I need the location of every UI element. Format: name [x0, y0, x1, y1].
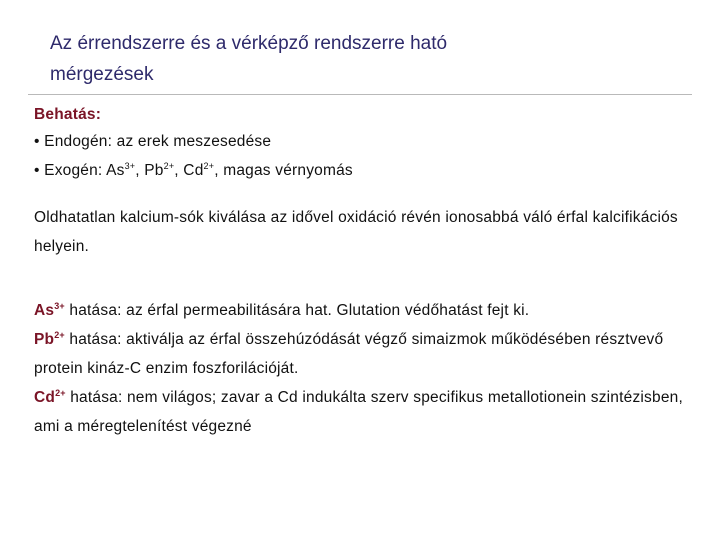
effect-charge-as: 3+ — [54, 300, 65, 311]
bullet-marker: • — [34, 133, 40, 150]
effect-cd — [34, 383, 684, 441]
effect-text-cd: hatása: nem világos; zavar a Cd indukálta szerv specifikus metallotionein szintézisben, ami a méregtelenítést végezné — [34, 389, 683, 435]
exogen-sep-1: , Pb — [135, 162, 164, 179]
exogen-sep-2: , Cd — [174, 162, 204, 179]
bullet-marker: • — [34, 162, 40, 179]
bullet-exogen — [34, 162, 353, 180]
effect-text-as: hatása: az érfal permeabilitására hat. Glutation védőhatást fejt ki. — [64, 302, 530, 319]
effect-element-cd: Cd — [34, 389, 56, 406]
behatas-heading: Behatás: — [34, 106, 102, 123]
calcification-paragraph: Oldhatatlan kalcium-sók kiválása az idővel oxidáció révén ionosabbá váló érfal kalcifikációs helyein. — [34, 209, 678, 255]
effect-as — [34, 296, 684, 325]
endogen-text: Endogén: az erek meszesedése — [44, 133, 272, 150]
effects-section — [34, 296, 684, 441]
cd-charge: 2+ — [203, 160, 215, 171]
pb-charge: 2+ — [163, 160, 175, 171]
effect-element-as: As — [34, 302, 55, 319]
effect-element-pb: Pb — [34, 331, 55, 348]
exogen-suffix: , magas vérnyomás — [214, 162, 353, 179]
as-charge: 3+ — [124, 160, 136, 171]
effect-charge-cd: 2+ — [55, 387, 66, 398]
bullet-endogen — [34, 133, 271, 151]
effect-charge-pb: 2+ — [54, 329, 65, 340]
title-line-2: mérgezések — [50, 64, 154, 85]
exogen-prefix: Exogén: As — [44, 162, 125, 179]
effect-text-pb: hatása: aktiválja az érfal összehúzódását végző simaizmok működésében résztvevő protein kináz-C enzim foszforilációját. — [34, 331, 664, 377]
title-line-1: Az érrendszerre és a vérképző rendszerre ható — [50, 33, 448, 54]
effect-pb — [34, 325, 684, 383]
title-divider — [28, 94, 692, 95]
slide-title — [50, 28, 670, 90]
